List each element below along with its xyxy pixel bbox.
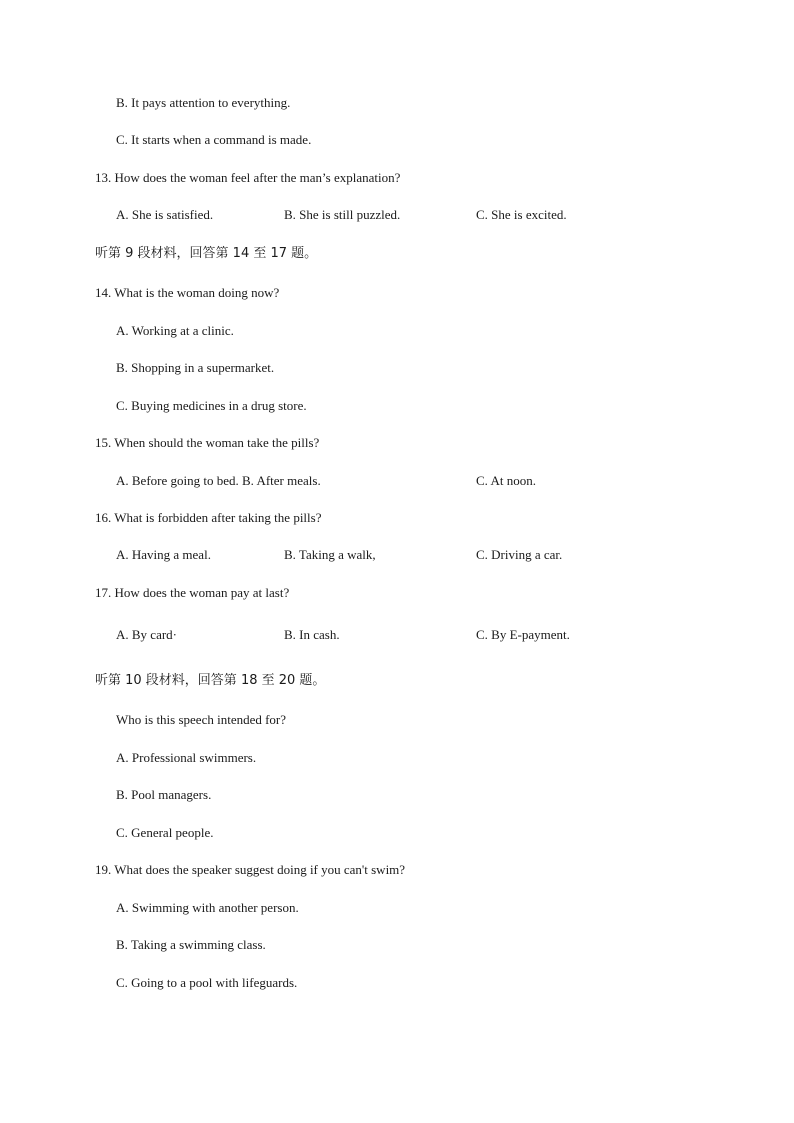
- section-9-heading: 听第 9 段材料，回答第 14 至 17 题。: [95, 246, 318, 261]
- q16-question: 16. What is forbidden after taking the pills?: [95, 510, 322, 525]
- q17-option-b: B. In cash.: [284, 627, 340, 642]
- q18-option-c: C. General people.: [116, 825, 214, 840]
- section-10-heading: 听第 10 段材料，回答第 18 至 20 题。: [95, 673, 326, 688]
- q12-option-c: C. It starts when a command is made.: [116, 132, 312, 147]
- q14-question: 14. What is the woman doing now?: [95, 285, 280, 300]
- q14-option-a: A. Working at a clinic.: [116, 323, 234, 338]
- q18-question: Who is this speech intended for?: [116, 712, 287, 727]
- q15-option-c: C. At noon.: [476, 473, 536, 488]
- q18-option-b: B. Pool managers.: [116, 787, 212, 802]
- q15-option-ab: A. Before going to bed. B. After meals.: [116, 473, 321, 488]
- q19-question: 19. What does the speaker suggest doing if you can't swim?: [95, 862, 406, 877]
- q17-question: 17. How does the woman pay at last?: [95, 585, 290, 600]
- q15-question: 15. When should the woman take the pills?: [95, 435, 320, 450]
- q16-option-c: C. Driving a car.: [476, 547, 563, 562]
- q17-option-c: C. By E-payment.: [476, 627, 570, 642]
- q19-option-c: C. Going to a pool with lifeguards.: [116, 975, 298, 990]
- q17-option-a: A. By card·: [116, 627, 178, 642]
- q14-option-b: B. Shopping in a supermarket.: [116, 360, 275, 375]
- q13-option-b: B. She is still puzzled.: [284, 207, 401, 222]
- q13-option-c: C. She is excited.: [476, 207, 567, 222]
- q12-option-b: B. It pays attention to everything.: [116, 95, 291, 110]
- q19-option-b: B. Taking a swimming class.: [116, 937, 266, 952]
- q13-question: 13. How does the woman feel after the man’s explanation?: [95, 170, 401, 185]
- q13-option-a: A. She is satisfied.: [116, 207, 214, 222]
- q16-option-b: B. Taking a walk,: [284, 547, 376, 562]
- q14-option-c: C. Buying medicines in a drug store.: [116, 398, 307, 413]
- q18-option-a: A. Professional swimmers.: [116, 750, 257, 765]
- q16-option-a: A. Having a meal.: [116, 547, 211, 562]
- q19-option-a: A. Swimming with another person.: [116, 900, 299, 915]
